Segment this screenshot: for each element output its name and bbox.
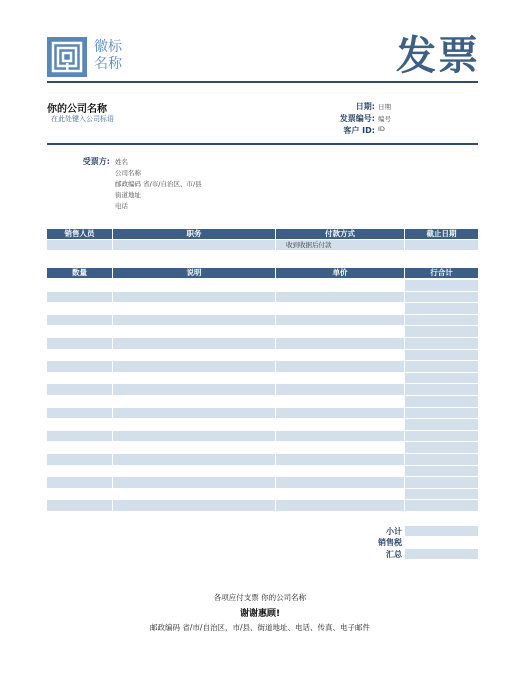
subtotal-label: 小计 bbox=[386, 527, 402, 536]
footer-contact: 邮政编码 省/市/自治区，市/县、街道地址、电话、传真、电子邮件 bbox=[150, 623, 370, 632]
tax-label: 销售税 bbox=[378, 538, 402, 547]
total-label: 汇总 bbox=[386, 550, 402, 559]
salesperson-cell[interactable] bbox=[47, 240, 112, 250]
bill-to-company: 公司名称 bbox=[115, 169, 141, 177]
company-name: 你的公司名称 bbox=[47, 104, 107, 115]
line-total-cell[interactable] bbox=[405, 489, 478, 500]
unit-price-cell[interactable] bbox=[276, 408, 404, 419]
unit-price-cell[interactable] bbox=[276, 338, 404, 349]
payment-terms-header: 付款方式 bbox=[276, 229, 404, 239]
bill-to-label: 受票方: bbox=[82, 157, 110, 166]
due-date-header: 截止日期 bbox=[405, 229, 478, 239]
logo-text bbox=[94, 39, 122, 73]
quantity-cell[interactable] bbox=[47, 315, 112, 326]
unit-price-cell[interactable] bbox=[276, 361, 404, 372]
line-total-cell[interactable] bbox=[405, 384, 478, 395]
description-header: 说明 bbox=[113, 268, 275, 278]
date-value: 日期 bbox=[378, 103, 391, 111]
logo-icon bbox=[47, 37, 87, 77]
quantity-cell[interactable] bbox=[47, 361, 112, 372]
quantity-header: 数量 bbox=[47, 268, 112, 278]
footer-check-payable: 各项应付支票 你的公司名称 bbox=[213, 593, 307, 602]
subtotal-value[interactable] bbox=[405, 526, 478, 536]
customer-id-value: ID bbox=[378, 125, 385, 133]
quantity-cell[interactable] bbox=[47, 338, 112, 349]
footer-thanks: 谢谢惠顾! bbox=[239, 609, 281, 619]
due-date-cell[interactable] bbox=[405, 240, 478, 250]
quantity-cell[interactable] bbox=[47, 292, 112, 303]
customer-id-label: 客户 ID: bbox=[343, 126, 375, 135]
unit-price-cell[interactable] bbox=[276, 315, 404, 326]
bill-to-street: 街道地址 bbox=[115, 191, 141, 199]
line-total-cell[interactable] bbox=[405, 338, 478, 349]
line-total-header: 行合计 bbox=[405, 268, 478, 278]
logo-text-line2: 名称 bbox=[94, 56, 122, 72]
bill-to-phone: 电话 bbox=[115, 202, 128, 210]
line-total-cell[interactable] bbox=[405, 326, 478, 337]
invoice-number-value: 编号 bbox=[378, 115, 391, 123]
description-cell[interactable] bbox=[113, 431, 275, 442]
line-total-cell[interactable] bbox=[405, 350, 478, 361]
unit-price-cell[interactable] bbox=[276, 431, 404, 442]
line-total-cell[interactable] bbox=[405, 419, 478, 430]
meta-divider bbox=[47, 143, 478, 145]
quantity-cell[interactable] bbox=[47, 477, 112, 488]
line-total-cell[interactable] bbox=[405, 396, 478, 407]
line-total-cell[interactable] bbox=[405, 373, 478, 384]
line-total-cell[interactable] bbox=[405, 315, 478, 326]
unit-price-cell[interactable] bbox=[276, 292, 404, 303]
quantity-cell[interactable] bbox=[47, 408, 112, 419]
line-total-cell[interactable] bbox=[405, 361, 478, 372]
line-total-cell[interactable] bbox=[405, 454, 478, 465]
description-cell[interactable] bbox=[113, 477, 275, 488]
logo-text-line1: 徽标 bbox=[94, 39, 122, 55]
line-total-cell[interactable] bbox=[405, 477, 478, 488]
description-cell[interactable] bbox=[113, 338, 275, 349]
quantity-cell[interactable] bbox=[47, 454, 112, 465]
quantity-cell[interactable] bbox=[47, 384, 112, 395]
description-cell[interactable] bbox=[113, 500, 275, 511]
description-cell[interactable] bbox=[113, 454, 275, 465]
quantity-cell[interactable] bbox=[47, 500, 112, 511]
job-cell[interactable] bbox=[113, 240, 275, 250]
bill-to-name: 姓名 bbox=[115, 158, 128, 166]
line-total-cell[interactable] bbox=[405, 292, 478, 303]
description-cell[interactable] bbox=[113, 361, 275, 372]
total-value[interactable] bbox=[405, 549, 478, 559]
unit-price-cell[interactable] bbox=[276, 477, 404, 488]
date-label: 日期: bbox=[355, 102, 375, 111]
unit-price-cell[interactable] bbox=[276, 500, 404, 511]
invoice-number-label: 发票编号: bbox=[339, 114, 375, 123]
line-total-cell[interactable] bbox=[405, 280, 478, 291]
unit-price-header: 单价 bbox=[276, 268, 404, 278]
description-cell[interactable] bbox=[113, 384, 275, 395]
payment-terms-cell[interactable]: 收到收据后付款 bbox=[276, 240, 404, 250]
line-total-cell[interactable] bbox=[405, 303, 478, 314]
quantity-cell[interactable] bbox=[47, 431, 112, 442]
line-total-cell[interactable] bbox=[405, 442, 478, 453]
unit-price-cell[interactable] bbox=[276, 384, 404, 395]
company-slogan: 在此处键入公司标语 bbox=[51, 115, 114, 123]
job-header: 职务 bbox=[113, 229, 275, 239]
line-total-cell[interactable] bbox=[405, 500, 478, 511]
line-total-cell[interactable] bbox=[405, 408, 478, 419]
description-cell[interactable] bbox=[113, 292, 275, 303]
description-cell[interactable] bbox=[113, 408, 275, 419]
line-total-cell[interactable] bbox=[405, 431, 478, 442]
unit-price-cell[interactable] bbox=[276, 454, 404, 465]
line-total-cell[interactable] bbox=[405, 466, 478, 477]
invoice-title: 发票 bbox=[396, 33, 480, 79]
bill-to-city: 邮政编码 省/市/自治区、市/县 bbox=[115, 180, 202, 188]
description-cell[interactable] bbox=[113, 315, 275, 326]
top-divider bbox=[47, 81, 478, 83]
salesperson-header: 销售人员 bbox=[47, 229, 112, 239]
